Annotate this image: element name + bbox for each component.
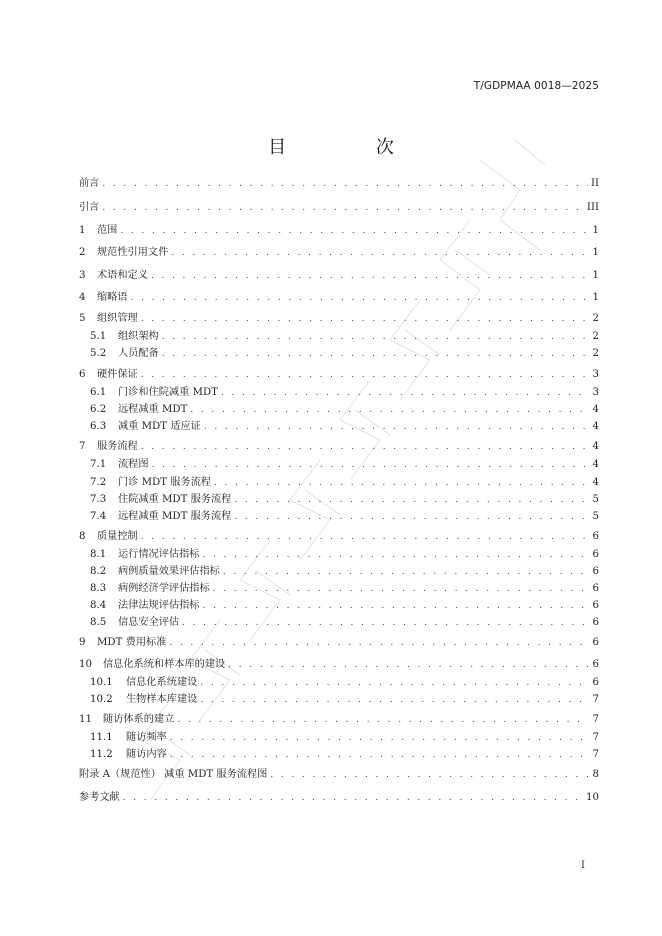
toc-entry[interactable] <box>90 347 599 361</box>
toc-entry-page: 7 <box>592 714 599 725</box>
toc-entry-number: 8.2 <box>90 566 107 577</box>
toc-entry-page: 1 <box>592 247 599 258</box>
toc-entry-label: 生物样本库建设 <box>126 694 198 705</box>
toc-entry-number: 10.1 <box>90 677 113 688</box>
toc-entry-page: 2 <box>592 331 599 342</box>
toc-entry-number: 8 <box>79 531 86 542</box>
toc-entry-number: 6.2 <box>90 404 107 415</box>
toc-entry-label: 人员配备 <box>118 348 159 359</box>
toc-entry-page: 4 <box>592 477 599 488</box>
toc-leader-dots <box>214 476 588 490</box>
toc-entry-page: 2 <box>592 348 599 359</box>
toc-leader-dots <box>162 330 588 344</box>
toc-entry[interactable] <box>90 565 599 579</box>
toc-leader-dots <box>141 368 588 382</box>
toc-entry[interactable] <box>79 312 599 326</box>
toc-entry-page: 6 <box>592 617 599 628</box>
toc-leader-dots <box>200 693 588 707</box>
toc-entry-label: 远程减重 MDT <box>118 404 188 415</box>
toc-leader-dots <box>228 658 588 672</box>
toc-entry-label: 术语和定义 <box>97 270 148 281</box>
toc-entry-page: 6 <box>592 583 599 594</box>
toc-entry-label: 住院减重 MDT 服务流程 <box>118 494 232 505</box>
toc-entry-label: 服务流程 <box>97 441 138 452</box>
toc-entry-number: 5.2 <box>90 348 107 359</box>
toc-leader-dots <box>152 458 588 472</box>
toc-entry-page: 7 <box>592 732 599 743</box>
toc-leader-dots <box>203 599 589 613</box>
toc-entry[interactable] <box>79 440 599 454</box>
toc-entry-label: 病例质量效果评估指标 <box>118 566 220 577</box>
toc-leader-dots <box>182 616 588 630</box>
toc-entry[interactable] <box>90 458 599 472</box>
toc-entry[interactable] <box>79 291 599 305</box>
toc-entry-number: 7.1 <box>90 459 107 470</box>
toc-entry-number: 4 <box>79 292 86 303</box>
toc-entry[interactable] <box>79 530 599 544</box>
toc-entry[interactable] <box>90 403 599 417</box>
toc-entry[interactable] <box>90 676 599 690</box>
toc-entry-page: 1 <box>592 270 599 281</box>
toc-entry-number: 6.3 <box>90 421 107 432</box>
toc-entry-page: 5 <box>592 511 599 522</box>
toc-entry-number: 1 <box>79 225 86 236</box>
toc-entry-page: 6 <box>592 531 599 542</box>
toc-entry-label: 病例经济学评估指标 <box>118 583 210 594</box>
toc-entry-label: 信息安全评估 <box>118 617 180 628</box>
toc-entry-page: 7 <box>592 694 599 705</box>
toc-entry-label: 减重 MDT 适应证 <box>118 421 201 432</box>
toc-leader-dots <box>162 347 588 361</box>
toc-entry-label: 缩略语 <box>97 292 128 303</box>
toc-leader-dots <box>102 201 584 215</box>
toc-entry[interactable] <box>90 748 599 762</box>
toc-leader-dots <box>204 420 588 434</box>
toc-entry-label: 附录 A（规范性） 减重 MDT 服务流程图 <box>79 769 268 780</box>
toc-entry-number: 9 <box>79 637 86 648</box>
toc-leader-dots <box>234 493 588 507</box>
toc-entry-number: 8.1 <box>90 549 107 560</box>
toc-leader-dots <box>131 291 588 305</box>
toc-entry[interactable] <box>90 386 599 400</box>
toc-leader-dots <box>151 269 588 283</box>
toc-entry-label: 流程图 <box>118 459 149 470</box>
toc-leader-dots <box>170 731 588 745</box>
toc-entry-page: 6 <box>592 637 599 648</box>
toc-leader-dots <box>177 713 588 727</box>
toc-entry-page: 1 <box>592 225 599 236</box>
toc-entry[interactable] <box>79 177 599 191</box>
toc-entry[interactable] <box>90 731 599 745</box>
toc-entry-number: 6.1 <box>90 387 107 398</box>
toc-entry-label: 运行情况评估指标 <box>118 549 200 560</box>
toc-entry-page: 6 <box>592 600 599 611</box>
toc-entry-page: 7 <box>592 749 599 760</box>
toc-entry[interactable] <box>79 791 599 805</box>
toc-entry-label: 组织架构 <box>118 331 159 342</box>
toc-entry-number: 7.4 <box>90 511 107 522</box>
toc-entry[interactable] <box>79 269 599 283</box>
toc-entry-page: 6 <box>592 549 599 560</box>
toc-leader-dots <box>234 510 588 524</box>
toc-entry-label: 范围 <box>97 225 118 236</box>
toc-entry-label: 随访内容 <box>126 749 167 760</box>
toc-entry-label: 门诊 MDT 服务流程 <box>118 477 211 488</box>
toc-entry-number: 7 <box>79 441 86 452</box>
toc-leader-dots <box>169 636 588 650</box>
toc-leader-dots <box>141 440 588 454</box>
toc-entry-label: MDT 费用标准 <box>97 637 167 648</box>
toc-entry-page: 1 <box>592 292 599 303</box>
toc-leader-dots <box>102 177 588 191</box>
toc-leader-dots <box>120 224 588 238</box>
toc-entry[interactable] <box>79 658 599 672</box>
toc-entry[interactable] <box>90 330 599 344</box>
toc-entry-number: 10.2 <box>90 694 113 705</box>
toc-entry-number: 11.2 <box>90 749 113 760</box>
toc-entry[interactable] <box>79 224 599 238</box>
toc-entry-page: 8 <box>592 769 599 780</box>
toc-entry-page: 3 <box>592 369 599 380</box>
toc-entry-page: 4 <box>592 404 599 415</box>
toc-entry-page: 6 <box>592 659 599 670</box>
toc-entry-page: 4 <box>592 459 599 470</box>
toc-leader-dots <box>270 768 588 782</box>
toc-entry-label: 质量控制 <box>97 531 138 542</box>
toc-entry-page: II <box>590 178 599 189</box>
toc-entry-label: 规范性引用文件 <box>97 247 169 258</box>
toc-entry-label: 信息化系统建设 <box>126 677 198 688</box>
toc-entry[interactable] <box>90 548 599 562</box>
toc-entry[interactable] <box>79 368 599 382</box>
toc-entry-label: 硬件保证 <box>97 369 138 380</box>
toc-leader-dots <box>123 791 583 805</box>
toc-entry-number: 8.5 <box>90 617 107 628</box>
toc-entry-label: 参考文献 <box>79 792 120 803</box>
toc-entry[interactable] <box>79 713 599 727</box>
toc-entry-page: 6 <box>592 677 599 688</box>
toc-entry-label: 随访频率 <box>126 732 167 743</box>
toc-leader-dots <box>223 565 588 579</box>
toc-entry-label: 引言 <box>79 202 100 213</box>
page-number: I <box>581 860 585 871</box>
toc-entry-number: 8.4 <box>90 600 107 611</box>
toc-entry-number: 6 <box>79 369 86 380</box>
toc-entry-label: 远程减重 MDT 服务流程 <box>118 511 232 522</box>
toc-entry[interactable] <box>79 246 599 260</box>
toc-entry[interactable] <box>90 476 599 490</box>
toc-entry-number: 5 <box>79 313 86 324</box>
toc-entry[interactable] <box>90 582 599 596</box>
toc-entry[interactable] <box>79 201 599 215</box>
toc-leader-dots <box>141 530 588 544</box>
toc-entry[interactable] <box>90 693 599 707</box>
toc-entry-page: 4 <box>592 441 599 452</box>
toc-entry-page: 6 <box>592 566 599 577</box>
toc-entry[interactable] <box>90 493 599 507</box>
toc-entry-page: 3 <box>592 387 599 398</box>
toc-entry-label: 随访体系的建立 <box>103 714 175 725</box>
toc-entry-number: 10 <box>79 659 92 670</box>
toc-entry-page: 5 <box>592 494 599 505</box>
toc-entry-number: 7.3 <box>90 494 107 505</box>
toc-entry-label: 组织管理 <box>97 313 138 324</box>
toc-leader-dots <box>170 748 588 762</box>
toc-entry-number: 11.1 <box>90 732 113 743</box>
toc-entry-number: 2 <box>79 247 86 258</box>
toc-leader-dots <box>213 582 588 596</box>
toc-entry-number: 8.3 <box>90 583 107 594</box>
toc-entry-number: 5.1 <box>90 331 107 342</box>
toc-entry[interactable] <box>90 420 599 434</box>
toc-leader-dots <box>200 676 588 690</box>
toc-entry-page: 10 <box>586 792 599 803</box>
toc-entry-label: 法律法规评估指标 <box>118 600 200 611</box>
toc-leader-dots <box>190 403 588 417</box>
toc-leader-dots <box>141 312 588 326</box>
toc-entry-label: 前言 <box>79 178 100 189</box>
toc-entry-number: 3 <box>79 270 86 281</box>
toc-entry[interactable] <box>90 616 599 630</box>
document-code: T/GDPMAA 0018—2025 <box>473 80 599 92</box>
toc-entry[interactable] <box>90 599 599 613</box>
toc-entry[interactable] <box>79 636 599 650</box>
toc-leader-dots <box>221 386 588 400</box>
toc-entry[interactable] <box>90 510 599 524</box>
toc-entry[interactable] <box>79 768 599 782</box>
toc-entry-label: 信息化系统和样本库的建设 <box>103 659 226 670</box>
toc-title: 目 次 <box>268 137 436 158</box>
toc-entry-page: III <box>586 202 599 213</box>
toc-entry-number: 7.2 <box>90 477 107 488</box>
toc-entry-page: 4 <box>592 421 599 432</box>
toc-leader-dots <box>203 548 589 562</box>
toc-entry-label: 门诊和住院减重 MDT <box>118 387 218 398</box>
toc-entry-page: 2 <box>592 313 599 324</box>
toc-leader-dots <box>171 246 588 260</box>
toc-entry-number: 11 <box>79 714 92 725</box>
